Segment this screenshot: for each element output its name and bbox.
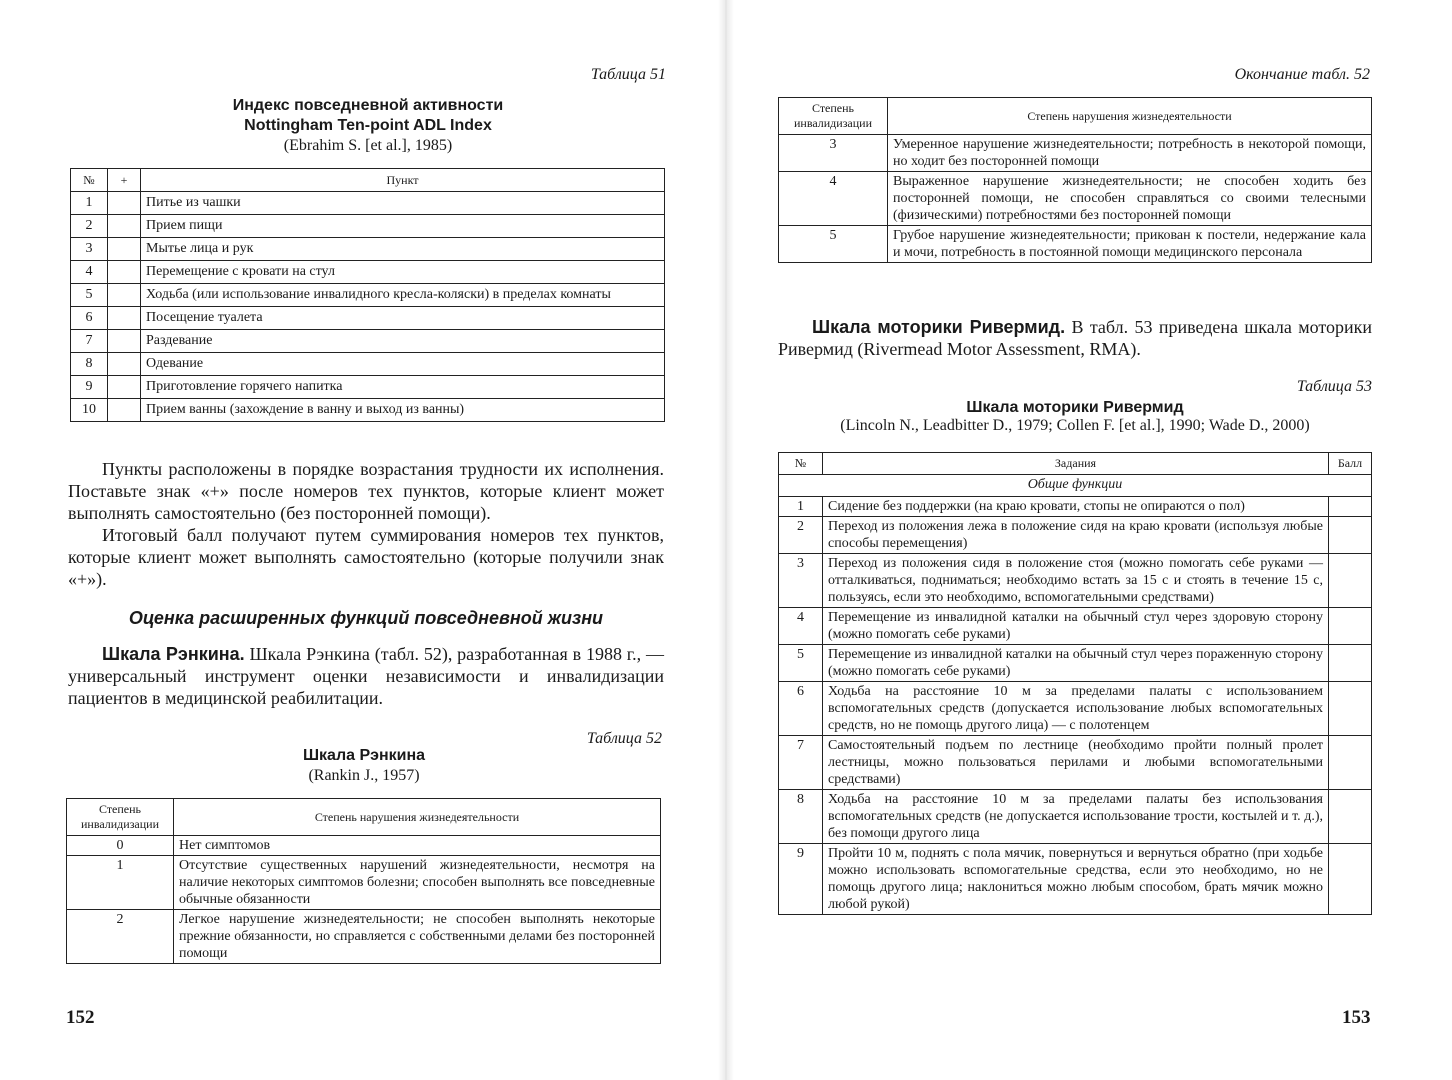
row-number-cell: 2 [779,517,823,554]
empty-cell [108,376,141,399]
row-text-cell: Переход из положения лежа в положение сидя на краю кровати (используя любые способы перемещения) [823,517,1329,554]
column-header: № [779,453,823,475]
rankin-table-continued-body [779,135,1372,263]
table53-source: (Lincoln N., Leadbitter D., 1979; Collen F. [et al.], 1990; Wade D., 2000) [840,417,1310,434]
empty-cell [1329,608,1372,645]
rankin-table-body [67,836,661,964]
table-row [71,215,665,238]
row-number-cell: 9 [71,376,108,399]
table-row [67,910,661,964]
rma-table-body [779,497,1372,915]
group-row [779,475,1372,497]
table-row [779,736,1372,790]
row-number-cell: 3 [779,554,823,608]
empty-cell [108,192,141,215]
table-row [71,399,665,422]
table-row [71,284,665,307]
rankin-intro-paragraph [68,643,664,709]
row-text-cell: Грубое нарушение жизнедеятельности; прикован к постели, недержание кала и мочи, потребность в постоянной помощи медицинского персонала [888,226,1372,263]
empty-cell [108,215,141,238]
row-text-cell: Переход из положения сидя в положение стоя (можно помогать себе руками — отталкиваться, подниматься; необходимо встать за 15 с и стоять в течение 15 с, пользуясь, если это необходимо, вспомогательными средствами) [823,554,1329,608]
row-text-cell: Легкое нарушение жизнедеятельности; не способен выполнять некоторые прежние обязанности, но справляется с собственными делами без посторонней помощи [174,910,661,964]
row-number-cell: 5 [779,226,888,263]
empty-cell [1329,554,1372,608]
table-row [779,517,1372,554]
row-number-cell: 3 [71,238,108,261]
row-number-cell: 2 [71,215,108,238]
row-text-cell: Ходьба на расстояние 10 м за пределами палаты без использования вспомогательных средств (не допускается использование трости, костылей и т. д.), без помощи другого лица [823,790,1329,844]
page-number-left: 152 [66,1007,95,1028]
table52-source: (Rankin J., 1957) [308,767,420,784]
column-header: Степень нарушения жизнедеятельности [888,98,1372,135]
rankin-intro-heading: Шкала Рэнкина. [102,644,245,664]
empty-cell [1329,645,1372,682]
row-text-cell: Перемещение из инвалидной каталки на обычный стул через здоровую сторону (можно помогать себе руками) [823,608,1329,645]
row-number-cell: 7 [779,736,823,790]
row-number-cell: 8 [71,353,108,376]
row-number-cell: 7 [71,330,108,353]
empty-cell [1329,682,1372,736]
row-text-cell: Пройти 10 м, поднять с пола мячик, повернуться и вернуться обратно (при ходьбе можно использовать вспомогательные средства, если это необходимо, но не помощь другого лица; наклониться можно любым способом, брать мячик можно любой рукой) [823,844,1329,915]
row-text-cell: Перемещение с кровати на стул [141,261,665,284]
row-text-cell: Прием ванны (захождение в ванну и выход из ванны) [141,399,665,422]
row-text-cell: Одевание [141,353,665,376]
row-text-cell: Посещение туалета [141,307,665,330]
table-header-row [779,453,1372,475]
column-header: Степень инвалидизации [779,98,888,135]
column-header: Задания [823,453,1329,475]
row-number-cell: 10 [71,399,108,422]
table-row [71,307,665,330]
row-number-cell: 0 [67,836,174,856]
table-row [779,682,1372,736]
empty-cell [108,330,141,353]
row-number-cell: 1 [71,192,108,215]
row-text-cell: Перемещение из инвалидной каталки на обычный стул через пораженную сторону (можно помогать себе руками) [823,645,1329,682]
empty-cell [108,399,141,422]
table-row [779,645,1372,682]
table-header-row [779,98,1372,135]
rma-intro-paragraph [778,316,1372,360]
page-number-right: 153 [1342,1007,1371,1028]
row-text-cell: Ходьба (или использование инвалидного кресла-коляски) в пределах комнаты [141,284,665,307]
row-text-cell: Ходьба на расстояние 10 м за пределами палаты с использованием вспомогательных средств (допускается использование любых вспомогательных средств, но не помощь другого лица) — с полотенцем [823,682,1329,736]
empty-cell [108,238,141,261]
row-text-cell: Умеренное нарушение жизнедеятельности; потребность в некоторой помощи, но ходит без посторонней помощи [888,135,1372,172]
table51-title-ru: Индекс повседневной активности [232,97,504,114]
paragraph-instructions: Пункты расположены в порядке возрастания трудности их исполнения. Поставьте знак «+» после номеров тех пунктов, которые клиент может выполнять самостоятельно (без посторонней помощи). [68,459,664,523]
row-number-cell: 4 [71,261,108,284]
table-row [779,135,1372,172]
column-header: Балл [1329,453,1372,475]
table51-title-en: Nottingham Ten-point ADL Index [244,117,492,134]
table52-title: Шкала Рэнкина [302,747,426,764]
paragraph-scoring: Итоговый балл получают путем суммирования номеров тех пунктов, которые клиент может выполнять самостоятельно (которые получили знак «+»). [68,525,664,589]
empty-cell [1329,844,1372,915]
row-number-cell: 3 [779,135,888,172]
empty-cell [1329,517,1372,554]
table-row [71,261,665,284]
row-number-cell: 2 [67,910,174,964]
row-number-cell: 1 [779,497,823,517]
row-text-cell: Отсутствие существенных нарушений жизнедеятельности, несмотря на наличие некоторых симптомов болезни; способен выполнять все повседневные обычные обязанности [174,856,661,910]
row-text-cell: Приготовление горячего напитка [141,376,665,399]
table52-continuation-caption: Окончание табл. 52 [1234,66,1370,83]
table-row [67,836,661,856]
right-page [726,0,1452,1080]
table52-caption: Таблица 52 [586,730,662,747]
empty-cell [1329,736,1372,790]
column-header: № [71,169,108,192]
rankin-table-continued [778,97,1372,263]
rankin-intro-text: Шкала Рэнкина (табл. 52), разработанная в 1988 г., — универсальный инструмент оценки независимости и инвалидизации пациентов в медицинской реабилитации. [68,644,664,708]
row-text-cell: Прием пищи [141,215,665,238]
table-row [71,376,665,399]
column-header: + [108,169,141,192]
row-number-cell: 6 [779,682,823,736]
row-number-cell: 1 [67,856,174,910]
empty-cell [1329,497,1372,517]
row-number-cell: 6 [71,307,108,330]
table-header-row [71,169,665,192]
adl-table [70,168,665,422]
empty-cell [108,307,141,330]
empty-cell [1329,790,1372,844]
table53-caption: Таблица 53 [1296,378,1372,395]
table-header-row [67,799,661,836]
row-text-cell: Раздевание [141,330,665,353]
row-text-cell: Питье из чашки [141,192,665,215]
table51-source: (Ebrahim S. [et al.], 1985) [283,137,453,154]
table-row [71,238,665,261]
table-row [779,172,1372,226]
table53-title: Шкала моторики Ривермид [966,399,1184,416]
table-row [779,554,1372,608]
column-header: Степень нарушения жизнедеятельности [174,799,661,836]
table-row [779,608,1372,645]
row-text-cell: Нет симптомов [174,836,661,856]
table-row [779,497,1372,517]
row-number-cell: 5 [779,645,823,682]
empty-cell [108,284,141,307]
adl-table-body [71,192,665,422]
row-number-cell: 9 [779,844,823,915]
column-header: Пункт [141,169,665,192]
section-title: Оценка расширенных функций повседневной жизни [128,608,604,628]
table51-caption: Таблица 51 [590,66,666,83]
table-row [71,330,665,353]
row-text-cell: Сидение без поддержки (на краю кровати, стопы не опираются о пол) [823,497,1329,517]
row-text-cell: Самостоятельный подъем по лестнице (необходимо пройти полный пролет лестницы, можно пользоваться перилами и любыми вспомогательными средствами) [823,736,1329,790]
column-header: Степень инвалидизации [67,799,174,836]
table-row [67,856,661,910]
table-row [71,353,665,376]
table-row [779,790,1372,844]
group-label: Общие функции [779,475,1372,497]
row-text-cell: Мытье лица и рук [141,238,665,261]
empty-cell [108,261,141,284]
rankin-table [66,798,661,964]
rma-intro-heading: Шкала моторики Ривермид. [812,317,1066,337]
row-number-cell: 4 [779,608,823,645]
row-number-cell: 4 [779,172,888,226]
row-number-cell: 5 [71,284,108,307]
rma-table [778,452,1372,915]
empty-cell [108,353,141,376]
row-text-cell: Выраженное нарушение жизнедеятельности; не способен ходить без посторонней помощи, не способен справляться со своими телесными (физическими) потребностями без посторонней помощи [888,172,1372,226]
table-row [779,844,1372,915]
table-row [779,226,1372,263]
table-row [71,192,665,215]
rma-intro-text: В табл. 53 приведена шкала моторики Ривермид (Rivermead Motor Assessment, RMA). [778,317,1372,359]
row-number-cell: 8 [779,790,823,844]
